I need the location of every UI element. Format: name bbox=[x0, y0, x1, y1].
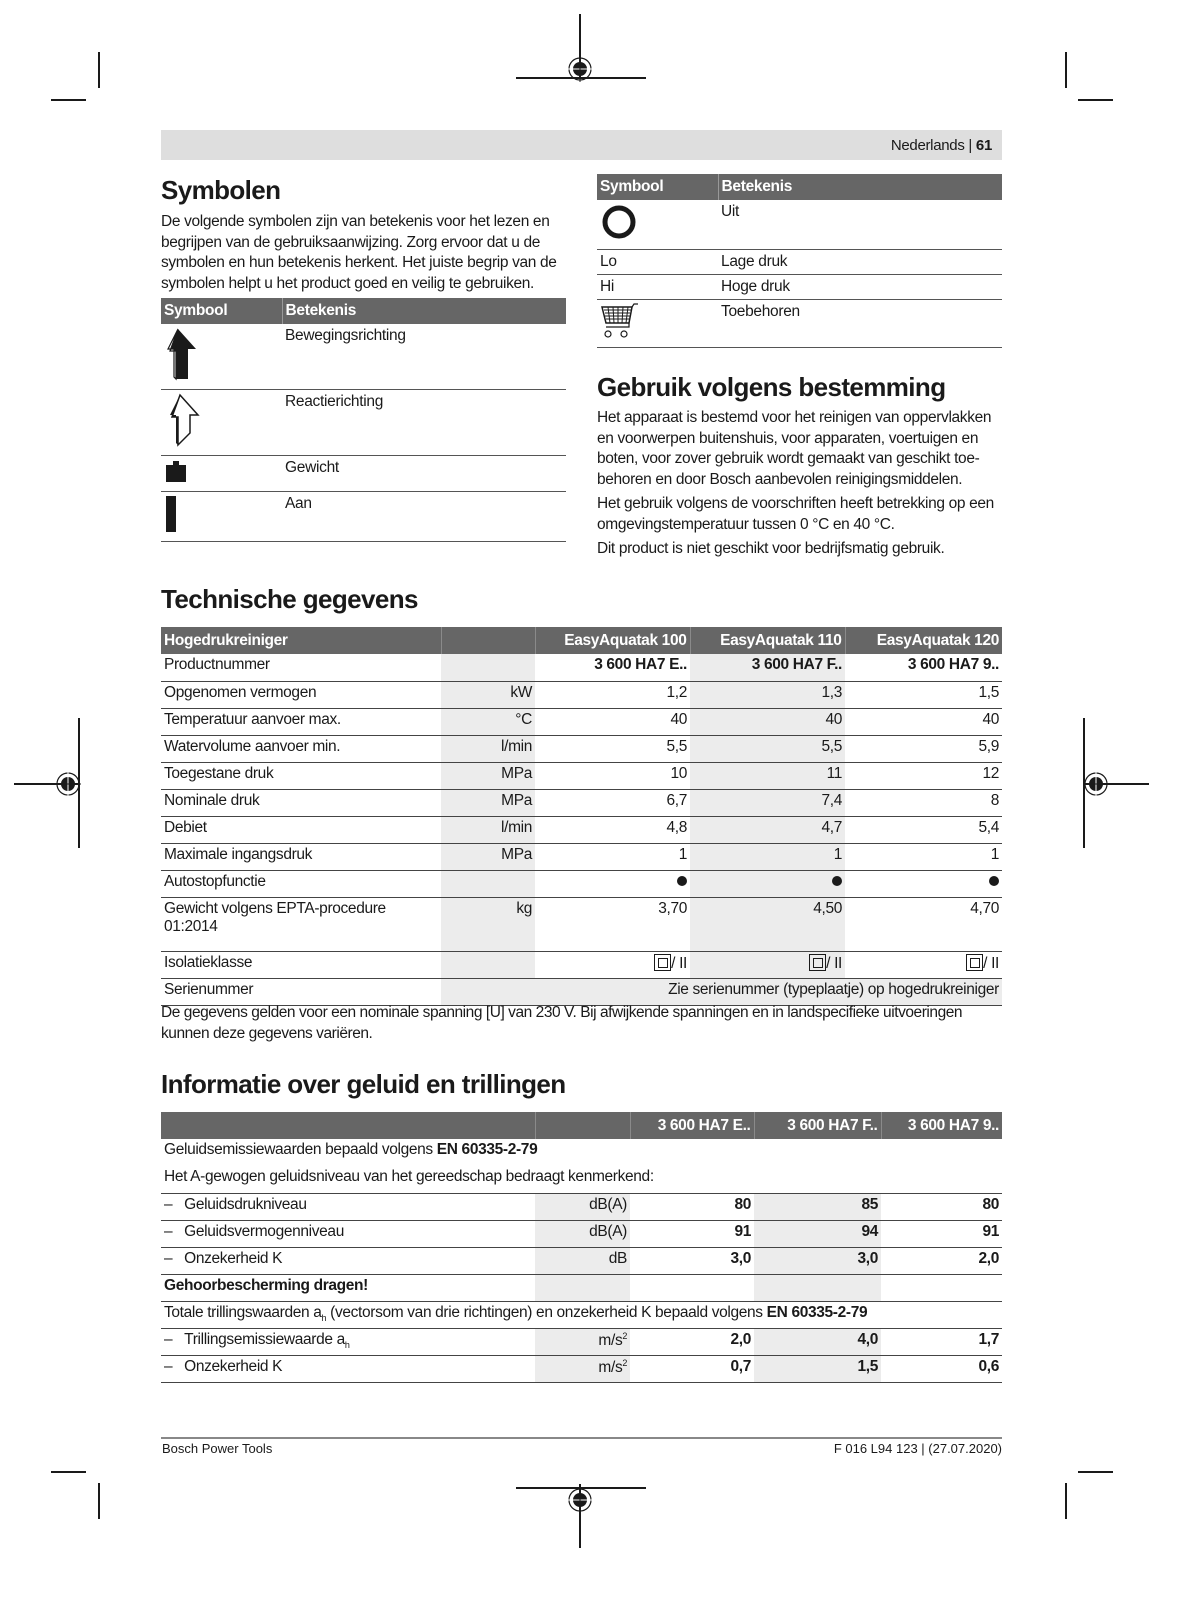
value-cell: 8 bbox=[845, 789, 1002, 816]
table-row bbox=[161, 870, 1002, 897]
table-row bbox=[161, 1220, 1002, 1247]
table-row bbox=[597, 200, 1002, 250]
empty-cell bbox=[754, 1274, 881, 1301]
symbol-cell bbox=[161, 456, 282, 492]
crop-mark bbox=[1078, 99, 1113, 101]
unit-cell: MPa bbox=[441, 843, 535, 870]
symbol-cell bbox=[597, 200, 718, 250]
value-cell: 0,7 bbox=[630, 1355, 754, 1382]
unit-cell: MPa bbox=[441, 762, 535, 789]
row-label: – Geluidsdrukniveau bbox=[161, 1193, 535, 1220]
meaning-cell: Lage druk bbox=[718, 250, 1002, 275]
value-cell: 3,70 bbox=[535, 897, 690, 951]
unit-cell bbox=[441, 654, 535, 681]
header-separator: | bbox=[968, 137, 973, 154]
double-insulation-icon bbox=[966, 954, 983, 971]
table-row bbox=[161, 1139, 1002, 1166]
unit-cell: $m/s^2$ bbox=[535, 1328, 630, 1355]
reaction-direction-arrow-icon bbox=[164, 393, 200, 447]
value-cell: 5,9 bbox=[845, 735, 1002, 762]
table-header-row bbox=[161, 1112, 1002, 1139]
unit-cell: dB bbox=[535, 1247, 630, 1274]
value-cell: 4,70 bbox=[845, 897, 1002, 951]
col-header: Hogedrukreiniger bbox=[161, 627, 441, 654]
header-text bbox=[891, 137, 992, 154]
row-label: Gewicht volgens EPTA-procedure 01:2014 bbox=[161, 897, 441, 951]
page-header bbox=[161, 130, 1002, 160]
symbols-section bbox=[161, 175, 566, 542]
unit-cell: $m/s^2$ bbox=[535, 1355, 630, 1382]
col-header bbox=[441, 627, 535, 654]
row-label: – Trillingsemissiewaarde $a_h$ bbox=[161, 1328, 535, 1355]
right-column bbox=[597, 174, 1002, 560]
table-row bbox=[161, 681, 1002, 708]
unit-cell: MPa bbox=[441, 789, 535, 816]
table-row bbox=[161, 1301, 1002, 1328]
value-cell: 1,5 bbox=[754, 1355, 881, 1382]
value-cell: 5,4 bbox=[845, 816, 1002, 843]
unit-cell bbox=[441, 951, 535, 978]
registration-target-icon bbox=[1083, 771, 1109, 797]
table-row bbox=[161, 762, 1002, 789]
col-header-meaning: Betekenis bbox=[718, 174, 1002, 200]
value-cell: 2,0 bbox=[630, 1328, 754, 1355]
col-header: EasyAquatak 110 bbox=[690, 627, 845, 654]
value-cell: / II bbox=[535, 951, 690, 978]
row-label: Nominale druk bbox=[161, 789, 441, 816]
row-label: Debiet bbox=[161, 816, 441, 843]
table-row bbox=[597, 250, 1002, 275]
value-cell bbox=[690, 870, 845, 897]
registration-target-icon bbox=[567, 56, 593, 82]
on-switch-icon bbox=[164, 495, 180, 533]
col-header bbox=[161, 1112, 535, 1139]
value-cell: 4,8 bbox=[535, 816, 690, 843]
crop-mark bbox=[1065, 52, 1067, 88]
unit-cell bbox=[441, 870, 535, 897]
value-cell: 94 bbox=[754, 1220, 881, 1247]
value-cell: 1,3 bbox=[690, 681, 845, 708]
table-row bbox=[597, 300, 1002, 348]
value-cell bbox=[535, 870, 690, 897]
col-header: EasyAquatak 100 bbox=[535, 627, 690, 654]
value-cell: 0,6 bbox=[881, 1355, 1002, 1382]
double-insulation-icon bbox=[654, 954, 671, 971]
value-cell: 11 bbox=[690, 762, 845, 789]
value-cell: 1,5 bbox=[845, 681, 1002, 708]
value-cell: 4,0 bbox=[754, 1328, 881, 1355]
empty-cell bbox=[630, 1274, 754, 1301]
table-row bbox=[161, 324, 566, 390]
row-label: – Geluidsvermogenniveau bbox=[161, 1220, 535, 1247]
registration-target-icon bbox=[55, 771, 81, 797]
meaning-cell: Reactierichting bbox=[282, 390, 566, 456]
row-label: Productnummer bbox=[161, 654, 441, 681]
table-row bbox=[161, 708, 1002, 735]
value-cell: 40 bbox=[690, 708, 845, 735]
row-label: Autostopfunctie bbox=[161, 870, 441, 897]
value-cell: / II bbox=[690, 951, 845, 978]
footer-divider bbox=[161, 1437, 1002, 1439]
col-header: 3 600 HA7 9.. bbox=[881, 1112, 1002, 1139]
value-cell: 40 bbox=[535, 708, 690, 735]
row-label: Watervolume aanvoer min. bbox=[161, 735, 441, 762]
crop-mark bbox=[1078, 1471, 1113, 1473]
value-cell: 40 bbox=[845, 708, 1002, 735]
row-label: – Onzekerheid K bbox=[161, 1247, 535, 1274]
value-cell: 1 bbox=[535, 843, 690, 870]
feature-present-dot-icon bbox=[832, 876, 842, 886]
movement-direction-arrow-icon bbox=[164, 327, 200, 381]
row-label: Maximale ingangsdruk bbox=[161, 843, 441, 870]
section-title-sound: Informatie over geluid en trillingen bbox=[161, 1069, 566, 1099]
symbol-cell bbox=[161, 492, 282, 542]
intended-use-paragraph: Het gebruik volgens de voorschriften heeft betrekking op een omgevingstemperatuur tussen 0 °C en 40 °C. bbox=[597, 495, 994, 533]
crop-mark bbox=[98, 1483, 100, 1519]
table-row bbox=[161, 1274, 1002, 1301]
table-row bbox=[161, 492, 566, 542]
symbol-cell bbox=[597, 300, 718, 348]
crop-mark bbox=[1065, 1483, 1067, 1519]
value-cell: 6,7 bbox=[535, 789, 690, 816]
meaning-cell: Toebehoren bbox=[718, 300, 1002, 348]
value-cell: 3 600 HA7 F.. bbox=[690, 654, 845, 681]
page-number: 61 bbox=[975, 137, 992, 154]
value-cell: 7,4 bbox=[690, 789, 845, 816]
col-header-symbol: Symbool bbox=[597, 174, 718, 200]
section-title-intended-use: Gebruik volgens bestemming bbox=[597, 372, 946, 402]
language-label: Nederlands bbox=[890, 137, 965, 154]
table-row bbox=[161, 390, 566, 456]
col-header: 3 600 HA7 F.. bbox=[754, 1112, 881, 1139]
symbol-cell: Lo bbox=[597, 250, 718, 275]
value-cell: 5,5 bbox=[690, 735, 845, 762]
table-row bbox=[161, 897, 1002, 951]
shopping-cart-icon bbox=[600, 303, 640, 339]
table-row bbox=[161, 1355, 1002, 1382]
table-row bbox=[161, 1193, 1002, 1220]
value-cell: 3,0 bbox=[754, 1247, 881, 1274]
table-header-row bbox=[597, 174, 1002, 200]
col-header-meaning: Betekenis bbox=[282, 298, 566, 324]
span-value-cell: Zie serienummer (typeplaatje) op hogedrukreiniger bbox=[441, 978, 1002, 1005]
off-circle-icon bbox=[600, 203, 638, 241]
unit-cell: kW bbox=[441, 681, 535, 708]
empty-cell bbox=[535, 1274, 630, 1301]
unit-cell: °C bbox=[441, 708, 535, 735]
vibration-standard-row: Totale trillingswaarden $a_h$ (vectorsom van drie richtingen) en onzekerheid K bepaald volgens EN 60335-2-79 bbox=[161, 1301, 1002, 1328]
meaning-cell: Hoge druk bbox=[718, 275, 1002, 300]
value-cell: 4,50 bbox=[690, 897, 845, 951]
row-label: Toegestane druk bbox=[161, 762, 441, 789]
table-row bbox=[161, 1247, 1002, 1274]
unit-cell: dB(A) bbox=[535, 1193, 630, 1220]
col-header bbox=[535, 1112, 630, 1139]
value-cell: 2,0 bbox=[881, 1247, 1002, 1274]
table-row bbox=[161, 816, 1002, 843]
row-label: Isolatieklasse bbox=[161, 951, 441, 978]
empty-cell bbox=[881, 1274, 1002, 1301]
meaning-cell: Gewicht bbox=[282, 456, 566, 492]
value-cell: 1,7 bbox=[881, 1328, 1002, 1355]
value-cell: 91 bbox=[630, 1220, 754, 1247]
value-cell: 1 bbox=[690, 843, 845, 870]
double-insulation-icon bbox=[809, 954, 826, 971]
ear-protection-warning: Gehoorbescherming dragen! bbox=[161, 1274, 535, 1301]
table-row bbox=[161, 1166, 1002, 1193]
value-cell: 3 600 HA7 E.. bbox=[535, 654, 690, 681]
table-row bbox=[161, 456, 566, 492]
row-label: Temperatuur aanvoer max. bbox=[161, 708, 441, 735]
footer-right: F 016 L94 123 | (27.07.2020) bbox=[833, 1441, 1002, 1456]
table-row bbox=[597, 275, 1002, 300]
symbol-cell bbox=[161, 324, 282, 390]
registration-target-icon bbox=[567, 1487, 593, 1513]
value-cell: 1 bbox=[845, 843, 1002, 870]
tech-data-note: De gegevens gelden voor een nominale spanning [U] van 230 V. Bij afwijkende spanningen en in landspecifieke uitvoeringen kunnen deze gegevens variëren. bbox=[161, 1004, 963, 1042]
value-cell: 10 bbox=[535, 762, 690, 789]
symbols-table-right bbox=[597, 174, 1002, 348]
meaning-cell: Bewegingsrichting bbox=[282, 324, 566, 390]
table-row bbox=[161, 978, 1002, 1005]
value-cell: 3 600 HA7 9.. bbox=[845, 654, 1002, 681]
value-cell: 12 bbox=[845, 762, 1002, 789]
a-weighted-text: Het A-gewogen geluidsniveau van het gereedschap bedraagt kenmerkend: bbox=[161, 1166, 1002, 1193]
table-header-row bbox=[161, 298, 566, 324]
value-cell: 85 bbox=[754, 1193, 881, 1220]
sound-vibration-table bbox=[161, 1112, 1002, 1383]
row-label: – Onzekerheid K bbox=[161, 1355, 535, 1382]
noise-standard-row: Geluidsemissiewaarden bepaald volgens EN 60335-2-79 bbox=[164, 1141, 538, 1158]
intended-use-paragraph: Dit product is niet geschikt voor bedrijfsmatig gebruik. bbox=[597, 540, 945, 557]
table-row bbox=[161, 735, 1002, 762]
unit-cell: kg bbox=[441, 897, 535, 951]
table-row bbox=[161, 654, 1002, 681]
weight-icon bbox=[164, 459, 188, 483]
table-row bbox=[161, 789, 1002, 816]
row-label: Serienummer bbox=[161, 978, 441, 1005]
tech-data-table bbox=[161, 627, 1002, 1006]
symbols-intro: De volgende symbolen zijn van betekenis voor het lezen en begrijpen van de gebruiksaanwijzing. Zorg ervoor dat u de symbolen en hun betekenis herkent. Het juiste begrip van de symbolen helpt u het product goed en veilig te gebruiken. bbox=[161, 213, 557, 292]
value-cell: 91 bbox=[881, 1220, 1002, 1247]
unit-cell: l/min bbox=[441, 735, 535, 762]
crop-mark bbox=[98, 52, 100, 88]
row-label: Opgenomen vermogen bbox=[161, 681, 441, 708]
feature-present-dot-icon bbox=[677, 876, 687, 886]
col-header-symbol: Symbool bbox=[161, 298, 282, 324]
table-row bbox=[161, 843, 1002, 870]
intended-use-paragraph: Het apparaat is bestemd voor het reinigen van oppervlakken en voorwerpen buitenshuis, voor apparaten, voertuigen en boten, voor zover gebruik wordt gemaakt van geschikt toebehoren en door Bosch aanbevolen reinigingsmiddelen. bbox=[597, 409, 992, 488]
crop-mark bbox=[51, 1471, 86, 1473]
meaning-cell: Aan bbox=[282, 492, 566, 542]
value-cell bbox=[845, 870, 1002, 897]
symbol-cell: Hi bbox=[597, 275, 718, 300]
table-header-row bbox=[161, 627, 1002, 654]
table-row bbox=[161, 1328, 1002, 1355]
feature-present-dot-icon bbox=[989, 876, 999, 886]
section-title-tech-data: Technische gegevens bbox=[161, 584, 418, 614]
section-title-symbols: Symbolen bbox=[161, 175, 281, 205]
unit-cell: dB(A) bbox=[535, 1220, 630, 1247]
value-cell: / II bbox=[845, 951, 1002, 978]
value-cell: 80 bbox=[881, 1193, 1002, 1220]
value-cell: 80 bbox=[630, 1193, 754, 1220]
col-header: EasyAquatak 120 bbox=[845, 627, 1002, 654]
symbol-cell bbox=[161, 390, 282, 456]
meaning-cell: Uit bbox=[718, 200, 1002, 250]
symbols-table-left bbox=[161, 298, 566, 542]
value-cell: 3,0 bbox=[630, 1247, 754, 1274]
value-cell: 5,5 bbox=[535, 735, 690, 762]
value-cell: 1,2 bbox=[535, 681, 690, 708]
unit-cell: l/min bbox=[441, 816, 535, 843]
value-cell: 4,7 bbox=[690, 816, 845, 843]
col-header: 3 600 HA7 E.. bbox=[630, 1112, 754, 1139]
crop-mark bbox=[51, 99, 86, 101]
table-row bbox=[161, 951, 1002, 978]
footer-left: Bosch Power Tools bbox=[162, 1441, 273, 1456]
